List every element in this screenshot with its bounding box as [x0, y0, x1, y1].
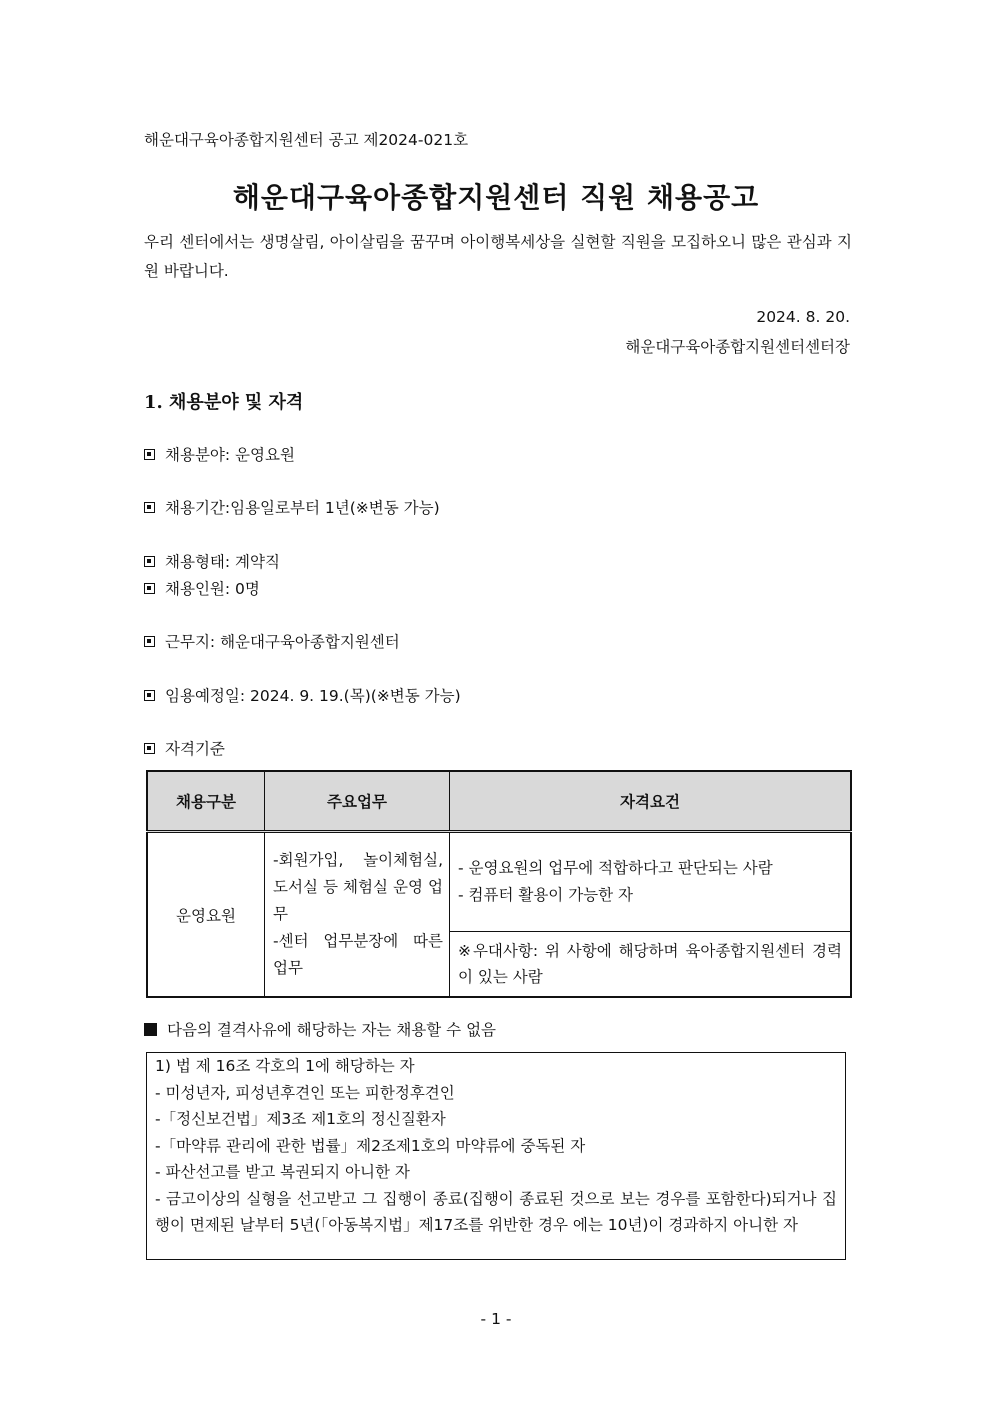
disqualification-line: -「정신보건법」제3조 제1호의 정신질환자 [155, 1110, 446, 1128]
item-period-text: 채용기간:임용일로부터 1년(※변동 가능) [165, 499, 440, 517]
cell-requirements [450, 832, 852, 932]
disqualification-line: - 금고이상의 실형을 선고받고 그 집행이 종료(집행이 종료된 것으로 보는 경우를 포함한다)되거나 집행이 면제된 날부터 5년(「아동복지법」제17조를 위반한 경우 에는 10년)이 경과하지 아니한 자 [155, 1189, 837, 1234]
disqualification-heading-text: 다음의 결격사유에 해당하는 자는 채용할 수 없음 [167, 1021, 497, 1039]
item-workplace-text: 근무지: 해운대구육아종합지원센터 [165, 633, 400, 651]
header-duties: 주요업무 [265, 771, 450, 832]
item-headcount-text: 채용인원: 0명 [165, 580, 260, 598]
checkbox-square-icon [144, 583, 155, 594]
checkbox-square-icon [144, 449, 155, 460]
item-field-text: 채용분야: 운영요원 [165, 446, 295, 464]
checkbox-square-icon [144, 502, 155, 513]
duty-item: -회원가입, 놀이체험실, 도서실 등 체험실 운영 업무 [273, 851, 443, 923]
page-number: - 1 - [480, 1310, 512, 1328]
requirement-item: - 운영요원의 업무에 적합하다고 판단되는 사람 [458, 859, 773, 877]
checkbox-square-icon [144, 556, 155, 567]
disqualification-line: 1) 법 제 16조 각호의 1에 해당하는 자 [155, 1057, 415, 1075]
checkbox-square-icon [144, 690, 155, 701]
item-type-text: 채용형태: 계약직 [165, 553, 280, 571]
notice-number: 해운대구육아종합지원센터 공고 제2024-021호 [144, 131, 469, 149]
item-period [144, 496, 440, 518]
cell-duties [265, 832, 450, 998]
page-title: 해운대구육아종합지원센터 직원 채용공고 [232, 181, 760, 214]
item-start-date-text: 임용예정일: 2024. 9. 19.(목)(※변동 가능) [165, 687, 461, 705]
intro-paragraph: 우리 센터에서는 생명살림, 아이살림을 꿈꾸며 아이행복세상을 실현할 직원을 모집하오니 많은 관심과 지원 바랍니다. [144, 233, 852, 280]
disqualification-box [146, 1052, 846, 1260]
cell-category: 운영요원 [147, 832, 265, 998]
item-headcount [144, 577, 260, 599]
disqualification-line: -「마약류 관리에 관한 법률」제2조제1호의 마약류에 중독된 자 [155, 1136, 586, 1155]
table-header-row [147, 771, 851, 832]
notice-date: 2024. 8. 20. [756, 308, 850, 326]
filled-square-icon [144, 1023, 157, 1036]
table-row [147, 832, 851, 932]
item-qualification-text: 자격기준 [165, 740, 225, 758]
disqualification-line: - 미성년자, 피성년후견인 또는 피한정후견인 [155, 1083, 455, 1102]
checkbox-square-icon [144, 743, 155, 754]
disqualification-heading [144, 1018, 496, 1040]
item-qualification [144, 737, 225, 759]
duty-item: -센터 업무분장에 따른 업무 [273, 932, 443, 977]
section-heading-recruitment: 1. 채용분야 및 자격 [144, 392, 304, 413]
item-workplace [144, 630, 400, 652]
header-requirements: 자격요건 [450, 771, 852, 832]
issuer-name: 해운대구육아종합지원센터센터장 [625, 338, 850, 356]
checkbox-square-icon [144, 636, 155, 647]
disqualification-line: - 파산선고를 받고 복권되지 아니한 자 [155, 1163, 410, 1181]
item-field [144, 443, 295, 465]
cell-preference: ※우대사항: 위 사항에 해당하며 육아종합지원센터 경력이 있는 사람 [450, 932, 852, 998]
requirement-item: - 컴퓨터 활용이 가능한 자 [458, 886, 634, 904]
item-type [144, 550, 280, 572]
header-category: 채용구분 [147, 771, 265, 832]
qualification-table [146, 770, 852, 998]
item-start-date [144, 684, 461, 706]
